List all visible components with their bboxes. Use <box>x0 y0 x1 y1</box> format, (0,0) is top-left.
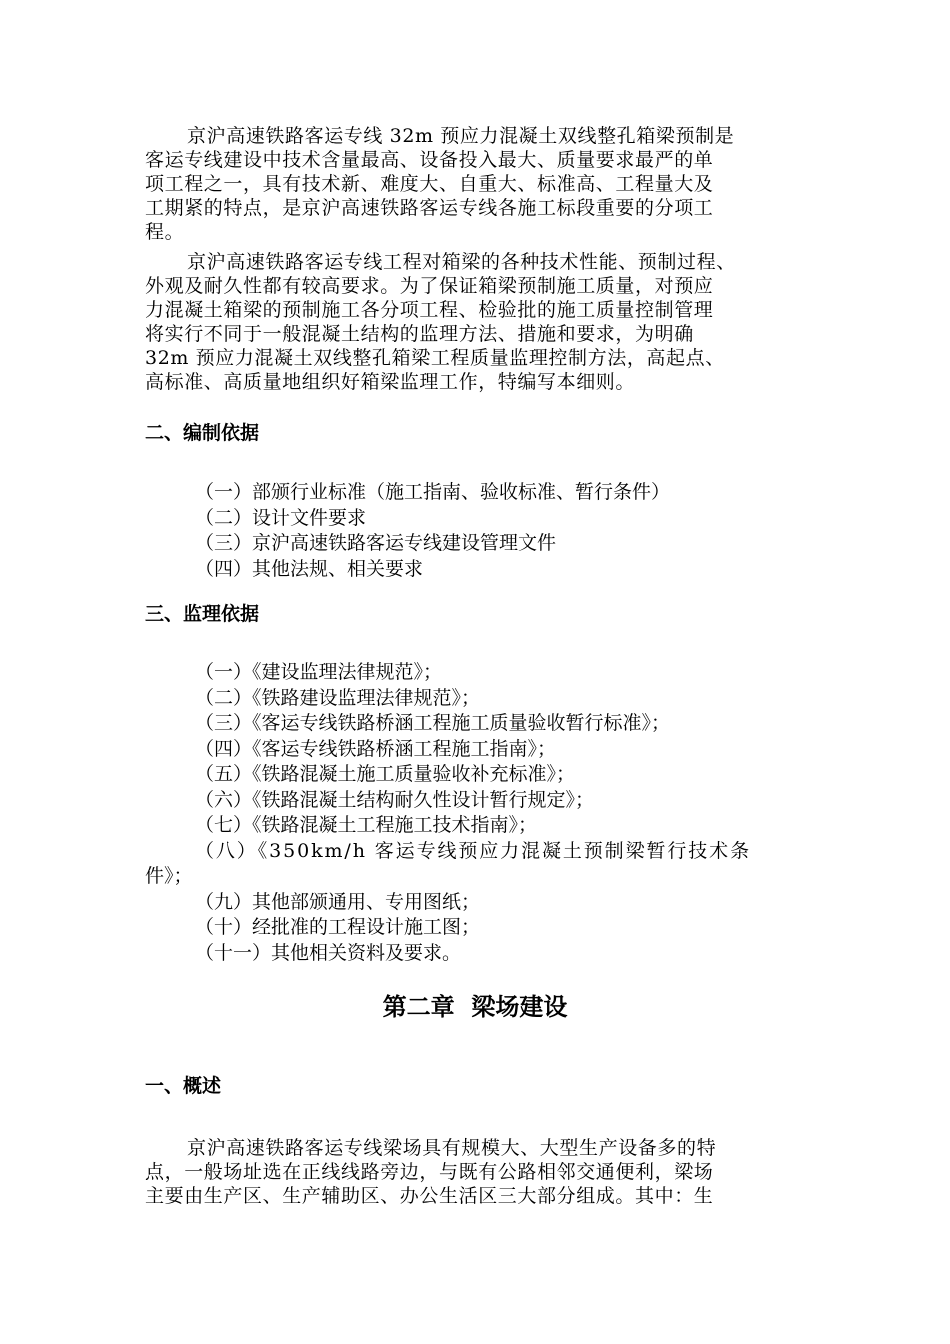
supervision-list <box>145 660 825 966</box>
list-item: （二）《铁路建设监理法律规范》； <box>195 686 481 709</box>
section-heading-supervision: 三、监理依据 <box>145 603 260 625</box>
list-item: （二）设计文件要求 <box>195 506 367 529</box>
list-item-continuation: 件》； <box>145 865 193 887</box>
text-line: 京沪高速铁路客运专线工程对箱梁的各种技术性能、预制过程、 <box>187 251 736 273</box>
text-line: 力混凝土箱梁的预制施工各分项工程、检验批的施工质量控制管理 <box>145 299 714 321</box>
section-heading-basis: 二、编制依据 <box>145 422 260 444</box>
basis-list <box>145 480 825 582</box>
chapter-title: 第二章 梁场建设 <box>382 993 568 1021</box>
section-heading-overview: 一、概述 <box>145 1075 222 1097</box>
text-line: 外观及耐久性都有较高要求。为了保证箱梁预制施工质量，对预应 <box>145 275 714 297</box>
overview-paragraph <box>145 1136 815 1208</box>
list-item: （七）《铁路混凝土工程施工技术指南》； <box>195 814 538 836</box>
text-line: 点，一般场址选在正线线路旁边，与既有公路相邻交通便利，梁场 <box>145 1161 714 1183</box>
list-item: （十一）其他相关资料及要求。 <box>195 941 462 964</box>
list-item: （三）京沪高速铁路客运专线建设管理文件 <box>195 532 557 554</box>
text-line: 高标准、高质量地组织好箱梁监理工作，特编写本细则。 <box>145 371 636 393</box>
intro-paragraph-1 <box>145 124 815 244</box>
text-line: 将实行不同于一般混凝土结构的监理方法、措施和要求，为明确 <box>145 323 694 345</box>
list-item: （四）其他法规、相关要求 <box>195 557 424 580</box>
text-line: 京沪高速铁路客运专线梁场具有规模大、大型生产设备多的特 <box>187 1137 717 1159</box>
text-line: 32m 预应力混凝土双线整孔箱梁工程质量监理控制方法，高起点、 <box>145 347 725 369</box>
text-line: 程。 <box>145 221 185 243</box>
text-line: 主要由生产区、生产辅助区、办公生活区三大部分组成。其中：生 <box>145 1185 714 1207</box>
list-item: （五）《铁路混凝土施工质量验收补充标准》； <box>195 763 576 785</box>
list-item: （三）《客运专线铁路桥涵工程施工质量验收暂行标准》； <box>195 712 671 734</box>
text-line: 京沪高速铁路客运专线 32m 预应力混凝土双线整孔箱梁预制是 <box>187 125 735 147</box>
text-line: 项工程之一，具有技术新、难度大、自重大、标准高、工程量大及 <box>145 173 714 195</box>
list-item: （十）经批准的工程设计施工图； <box>195 916 481 938</box>
list-item: （八）《350km/h 客运专线预应力混凝土预制梁暂行技术条 <box>195 839 751 862</box>
list-item: （九）其他部颁通用、专用图纸； <box>195 890 481 913</box>
list-item: （四）《客运专线铁路桥涵工程施工指南》； <box>195 737 557 760</box>
list-item: （一）《建设监理法律规范》； <box>195 661 443 683</box>
intro-paragraph-2 <box>145 250 815 394</box>
text-line: 工期紧的特点，是京沪高速铁路客运专线各施工标段重要的分项工 <box>145 197 714 219</box>
text-line: 客运专线建设中技术含量最高、设备投入最大、质量要求最严的单 <box>145 149 714 171</box>
list-item: （一）部颁行业标准（施工指南、验收标准、暂行条件） <box>195 481 671 503</box>
list-item: （六）《铁路混凝土结构耐久性设计暂行规定》； <box>195 788 595 811</box>
